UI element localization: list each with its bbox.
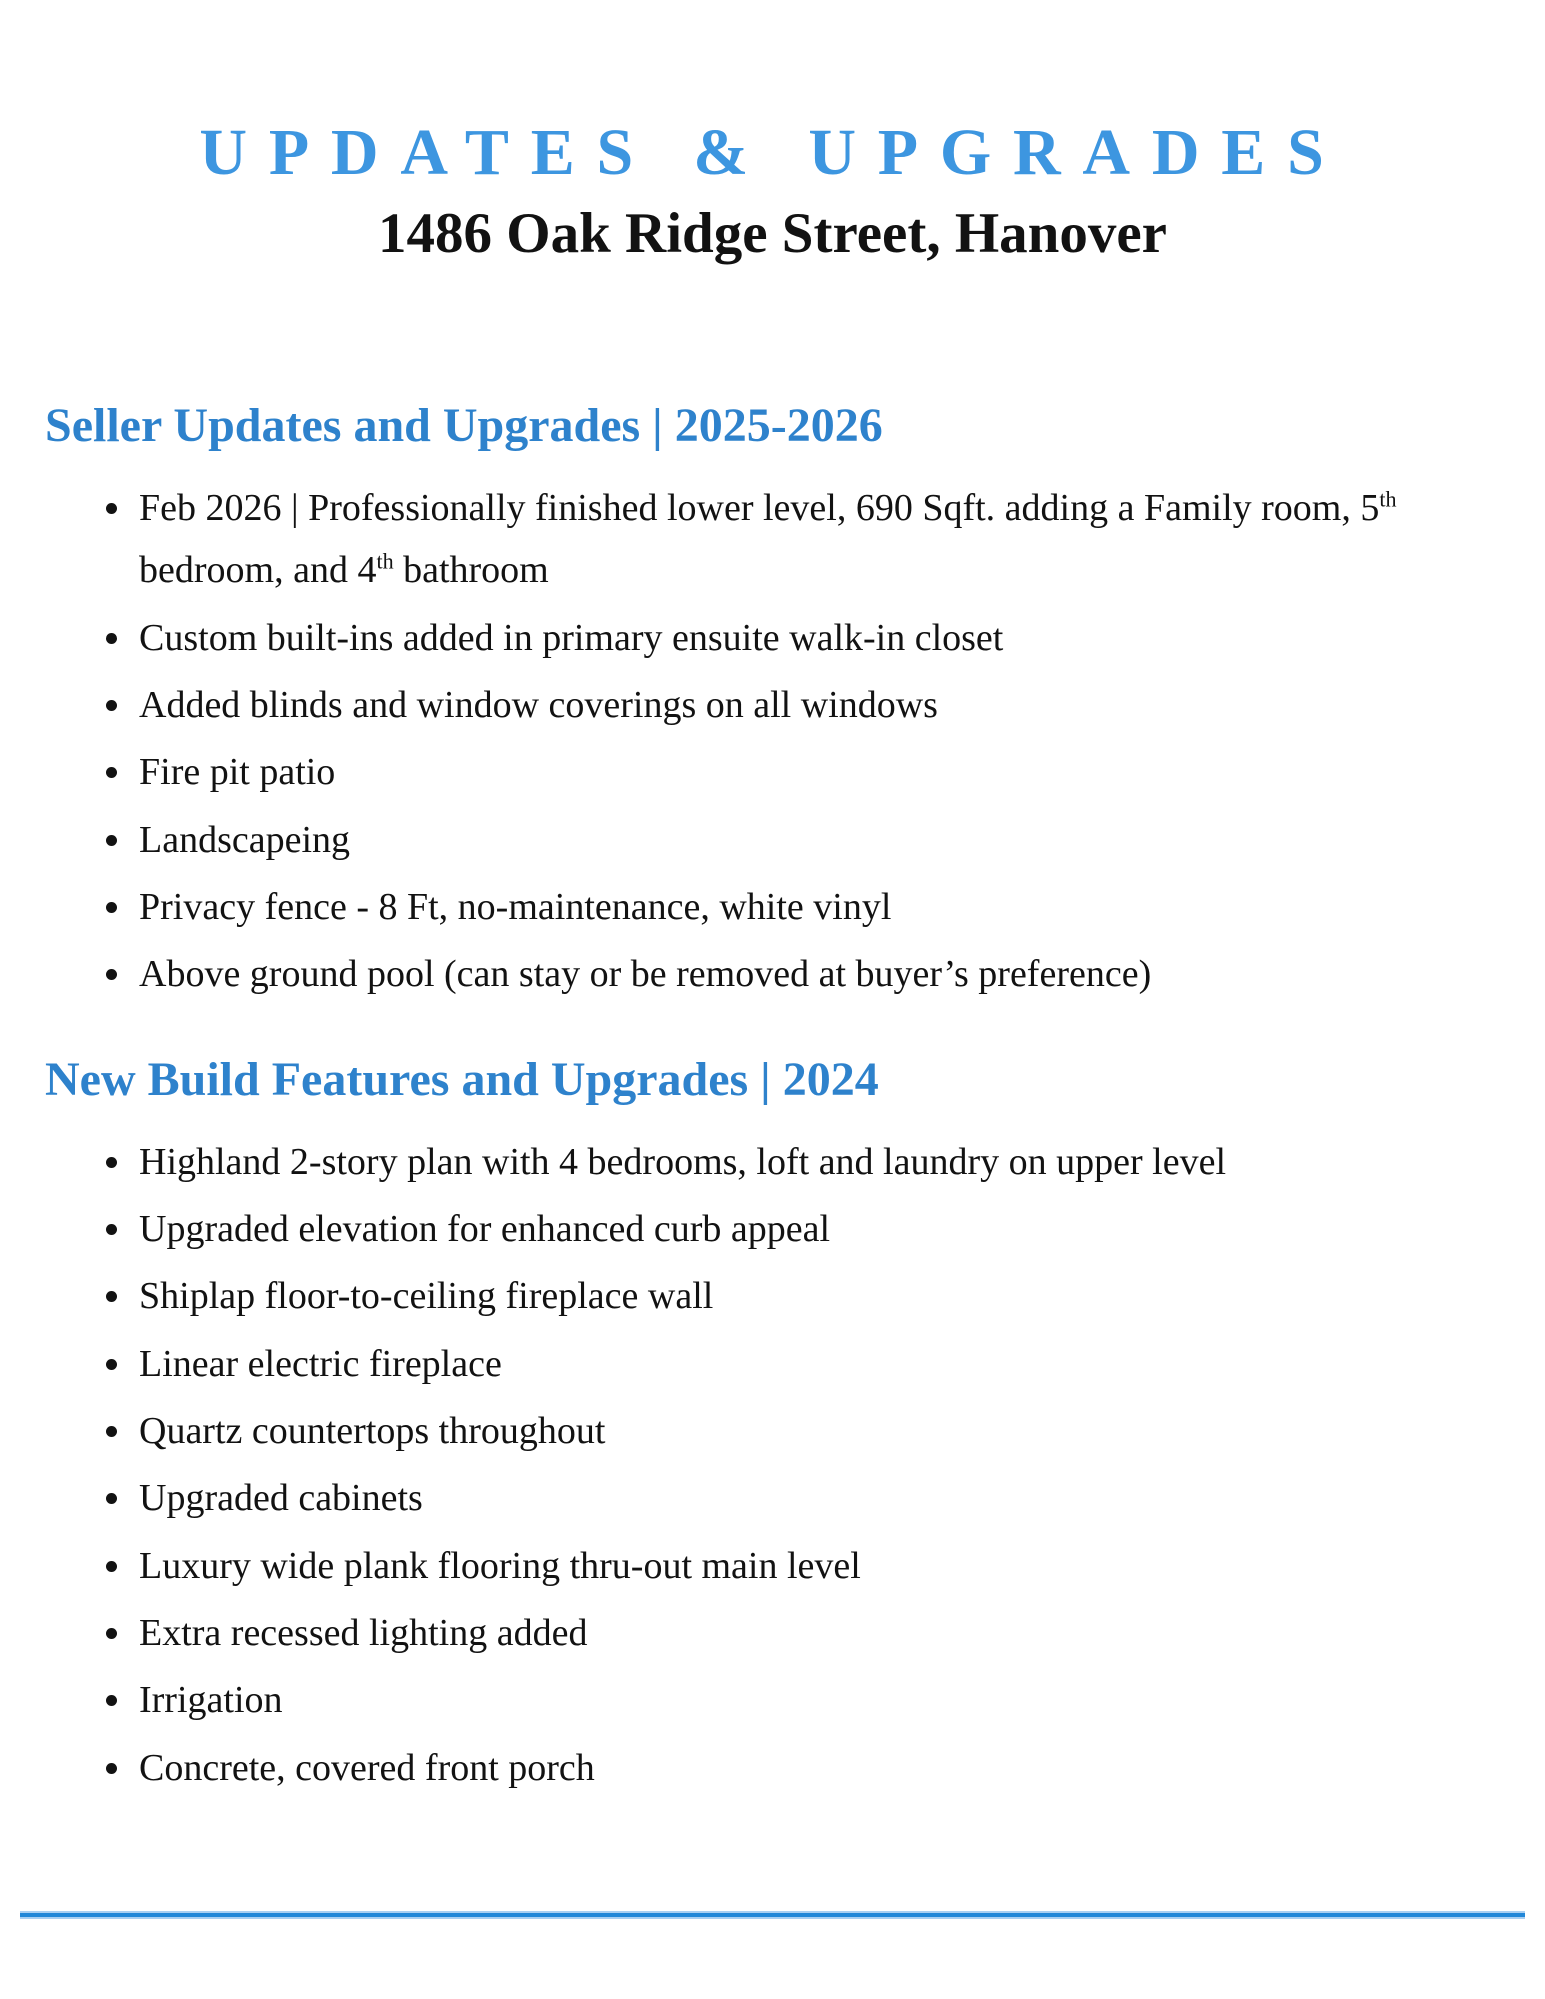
list-item-text: Feb 2026 | Professionally finished lower level, 690 Sqft. adding a Family room, 5: [139, 487, 1380, 530]
new-build-features-list: [45, 1131, 1500, 1799]
page-title: UPDATES & UPGRADES: [199, 116, 1346, 189]
list-item: • Custom built-ins added in primary ensuite walk-in closet: [135, 607, 1500, 669]
list-item: [135, 477, 1500, 602]
list-item: • Upgraded elevation for enhanced curb appeal: [135, 1198, 1500, 1260]
seller-updates-list: [45, 477, 1500, 1006]
section-heading-new-build-features: New Build Features and Upgrades | 2024: [45, 1052, 879, 1106]
list-item-text: bedroom, and 4: [139, 549, 377, 592]
list-item: • Landscapeing: [135, 809, 1500, 871]
list-item: • Above ground pool (can stay or be removed at buyer’s preference): [135, 943, 1500, 1005]
list-item: • Irrigation: [135, 1669, 1500, 1731]
ordinal-superscript: th: [1379, 486, 1397, 512]
list-item: • Highland 2-story plan with 4 bedrooms, loft and laundry on upper level: [135, 1131, 1500, 1193]
footer-divider-bar: [20, 1911, 1525, 1919]
ordinal-superscript: th: [376, 548, 394, 574]
list-item: • Fire pit patio: [135, 741, 1500, 803]
list-item: • Privacy fence - 8 Ft, no-maintenance, white vinyl: [135, 876, 1500, 938]
list-item: • Concrete, covered front porch: [135, 1737, 1500, 1799]
list-item: • Upgraded cabinets: [135, 1467, 1500, 1529]
section-heading-seller-updates: Seller Updates and Upgrades | 2025-2026: [45, 398, 883, 452]
list-item: • Luxury wide plank flooring thru-out main level: [135, 1535, 1500, 1597]
list-item: • Extra recessed lighting added: [135, 1602, 1500, 1664]
property-address: 1486 Oak Ridge Street, Hanover: [378, 202, 1167, 266]
list-item: • Quartz countertops throughout: [135, 1400, 1500, 1462]
list-item: • Shiplap floor-to-ceiling fireplace wall: [135, 1265, 1500, 1327]
list-item-text: bathroom: [393, 549, 549, 592]
list-item: • Added blinds and window coverings on all windows: [135, 674, 1500, 736]
list-item: • Linear electric fireplace: [135, 1333, 1500, 1395]
